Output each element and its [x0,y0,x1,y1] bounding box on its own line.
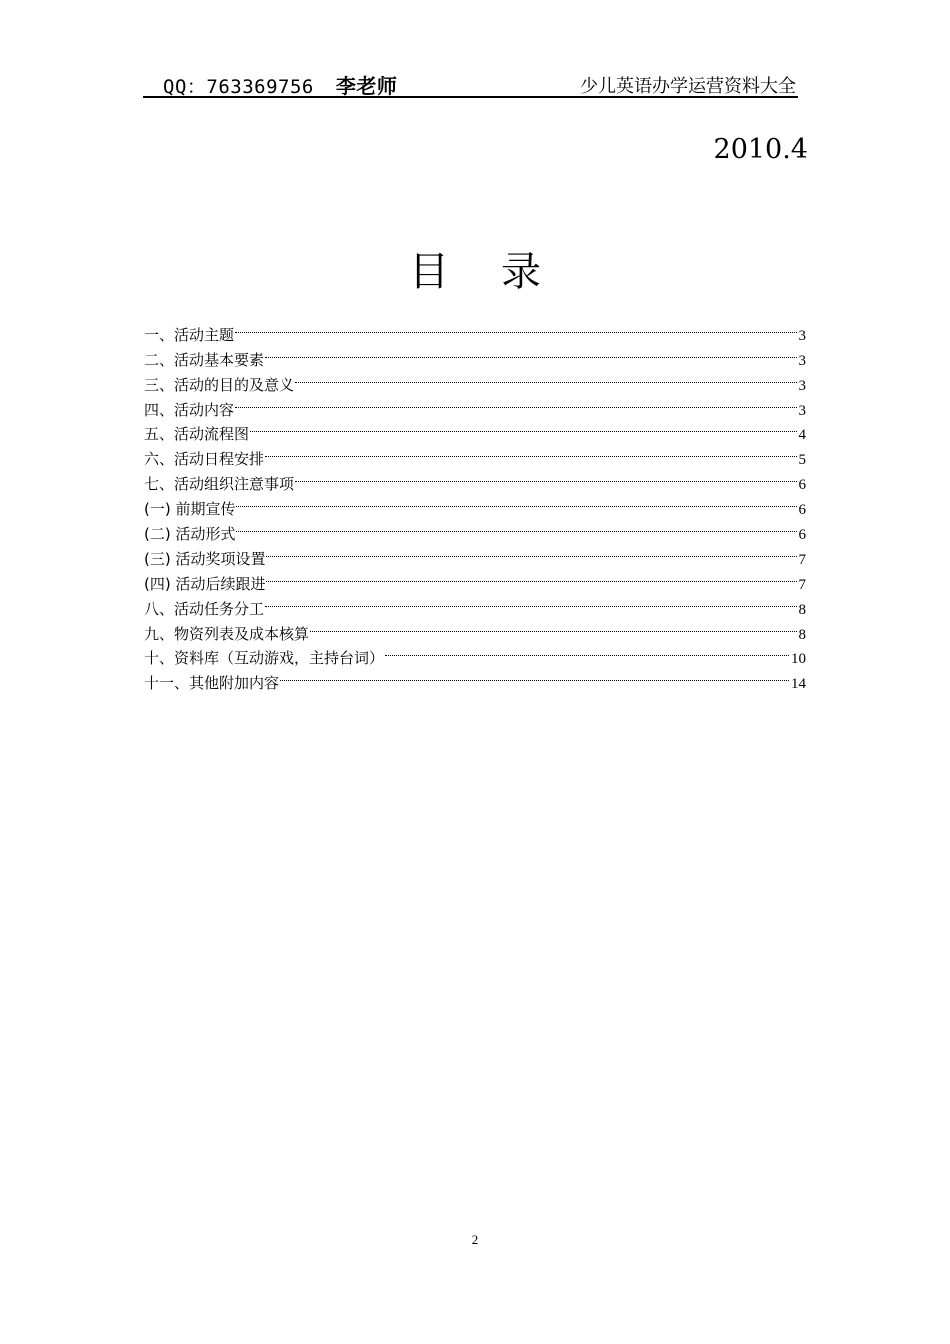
toc-title: 目录 [409,249,593,295]
toc-entry[interactable] [144,315,806,344]
toc-entry-page: 6 [798,502,806,519]
toc-entry-page: 10 [791,651,806,668]
qq-contact: QQ：763369756 [163,76,314,98]
table-of-contents [144,315,806,693]
toc-entry-page: 3 [798,352,806,369]
toc-entry-page: 7 [798,551,806,568]
toc-entry-page: 3 [798,402,806,419]
dot-leader [264,340,798,365]
dot-leader [249,415,798,440]
toc-entry-page: 8 [798,626,806,643]
toc-entry-label: 二、活动基本要素 [144,350,265,369]
dot-leader [294,464,798,489]
toc-entry[interactable] [144,514,806,544]
page-header [143,68,798,98]
toc-entry-label: 七、活动组织注意事项 [144,475,295,494]
header-contact-block [163,70,397,99]
toc-entry-label: 十一、其他附加内容 [144,674,280,693]
toc-entry-label: (四) 活动后续跟进 [144,574,266,593]
dot-leader [384,639,791,664]
dot-leader [264,439,798,464]
toc-entry-label: 一、活动主题 [144,325,235,344]
dot-leader [235,489,798,514]
toc-entry-page: 3 [798,327,806,344]
toc-entry-page: 5 [798,452,806,469]
toc-entry-page: 14 [791,676,806,693]
document-date: 2010.4 [713,134,808,165]
dot-leader [309,614,798,639]
dot-leader [265,564,798,589]
dot-leader [234,315,798,340]
toc-entry-label: 九、物资列表及成本核算 [144,624,310,643]
toc-entry-label: (二) 活动形式 [144,525,236,544]
dot-leader [235,514,798,539]
toc-entry-page: 3 [798,377,806,394]
dot-leader [264,589,798,614]
toc-entry-label: 五、活动流程图 [144,425,250,444]
toc-entry-page: 8 [798,601,806,618]
teacher-name: 李老师 [335,74,398,98]
toc-entry[interactable] [144,539,806,568]
toc-entry-page: 6 [798,477,806,494]
toc-entry-label: 三、活动的目的及意义 [144,375,295,394]
dot-leader [234,390,798,415]
toc-entry[interactable] [144,340,806,369]
dot-leader [294,365,798,390]
toc-entry-label: 四、活动内容 [144,400,235,419]
toc-entry-label: 六、活动日程安排 [144,450,265,469]
toc-entry-label: 十、资料库（互动游戏，主持台词） [144,649,385,668]
collection-title: 少儿英语办学运营资料大全 [580,76,796,97]
toc-entry[interactable] [144,415,806,444]
toc-entry-page: 7 [798,576,806,593]
dot-leader [265,539,798,564]
toc-entry[interactable] [144,489,806,519]
dot-leader [279,663,791,688]
toc-entry-label: (一) 前期宣传 [144,500,236,519]
page-number: 2 [471,1232,479,1247]
toc-entry-page: 4 [798,427,806,444]
toc-entry-label: (三) 活动奖项设置 [144,549,266,568]
toc-entry-label: 八、活动任务分工 [144,599,265,618]
toc-entry[interactable] [144,390,806,419]
toc-entry-page: 6 [798,527,806,544]
